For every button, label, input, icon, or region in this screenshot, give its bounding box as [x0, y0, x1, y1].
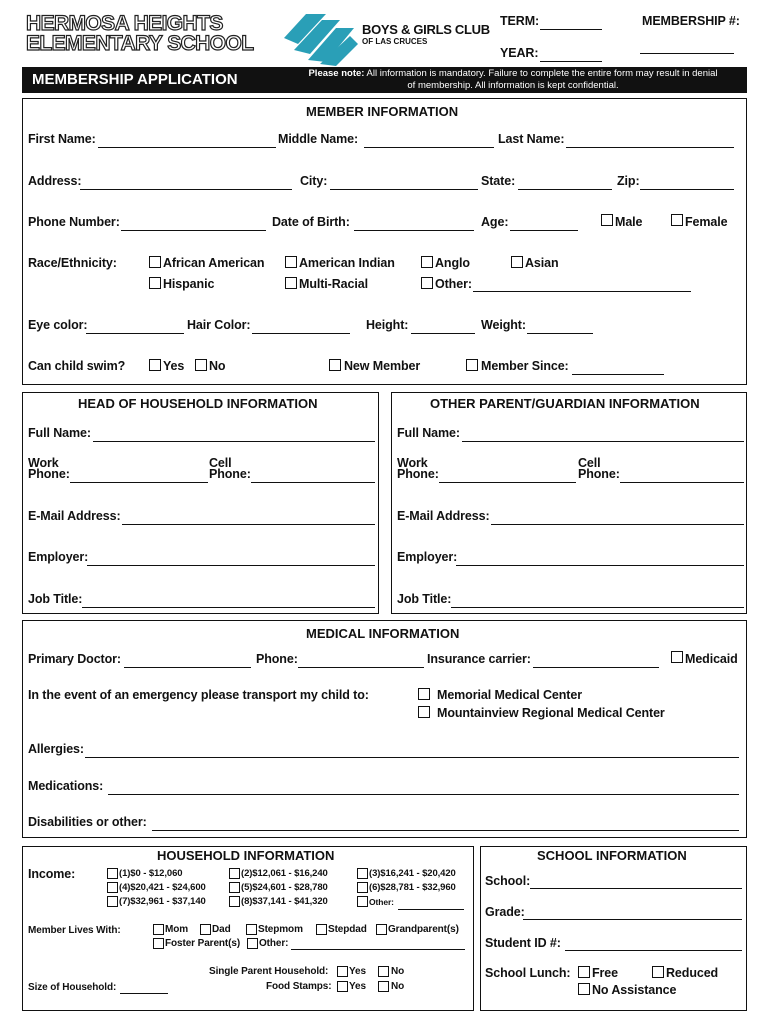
- age-label: Age:: [481, 215, 509, 229]
- food-stamps-yes-label: Yes: [349, 981, 366, 992]
- hoh-email-label: E-Mail Address:: [28, 509, 121, 523]
- lunch-no-assistance-label: No Assistance: [592, 983, 677, 997]
- primary-doctor-field[interactable]: [124, 656, 251, 668]
- single-parent-no-label: No: [391, 966, 405, 977]
- member-info-title: MEMBER INFORMATION: [306, 104, 459, 119]
- stepmom-label: Stepmom: [258, 924, 303, 935]
- food-stamps-yes-checkbox[interactable]: [337, 981, 348, 992]
- middle-name-label: Middle Name:: [278, 132, 359, 146]
- city-field[interactable]: [330, 178, 478, 190]
- last-name-label: Last Name:: [498, 132, 565, 146]
- school-info-title: SCHOOL INFORMATION: [537, 848, 687, 863]
- phone-number-label: Phone Number:: [28, 215, 120, 229]
- hoh-work-phone-field[interactable]: [70, 471, 208, 483]
- grade-field[interactable]: [523, 908, 742, 920]
- anglo-checkbox[interactable]: [421, 256, 433, 268]
- african-american-label: African American: [163, 256, 265, 270]
- member-since-label: Member Since:: [481, 359, 569, 373]
- insurance-carrier-field[interactable]: [533, 656, 659, 668]
- swim-yes-label: Yes: [163, 359, 185, 373]
- household-size-field[interactable]: [120, 982, 168, 994]
- hoh-full-name-label: Full Name:: [28, 426, 91, 440]
- foster-parents-label: Foster Parent(s): [165, 938, 241, 949]
- membership-number-label: MEMBERSHIP #:: [642, 14, 740, 28]
- lunch-reduced-checkbox[interactable]: [652, 966, 664, 978]
- og-work-phone-field[interactable]: [439, 471, 576, 483]
- og-cell-phone-field[interactable]: [620, 471, 744, 483]
- asian-checkbox[interactable]: [511, 256, 523, 268]
- state-label: State:: [481, 174, 516, 188]
- term-field[interactable]: [540, 18, 602, 30]
- disabilities-label: Disabilities or other:: [28, 815, 147, 829]
- food-stamps-label: Food Stamps:: [266, 981, 332, 992]
- phone-number-field[interactable]: [121, 219, 266, 231]
- income-8-checkbox[interactable]: [229, 896, 240, 907]
- first-name-label: First Name:: [28, 132, 96, 146]
- head-of-household-title: HEAD OF HOUSEHOLD INFORMATION: [78, 396, 318, 411]
- household-info-title: HOUSEHOLD INFORMATION: [157, 848, 335, 863]
- income-1-checkbox[interactable]: [107, 868, 118, 879]
- swim-no-checkbox[interactable]: [195, 359, 207, 371]
- hoh-email-field[interactable]: [122, 513, 375, 525]
- dad-label: Dad: [212, 924, 231, 935]
- income-2-label: (2)$12,061 - $16,240: [241, 868, 328, 879]
- hispanic-label: Hispanic: [163, 277, 215, 291]
- grade-label: Grade:: [485, 905, 525, 919]
- mountainview-medical-checkbox[interactable]: [418, 706, 430, 718]
- eye-color-field[interactable]: [86, 322, 184, 334]
- membership-number-field[interactable]: [640, 42, 734, 54]
- african-american-checkbox[interactable]: [149, 256, 161, 268]
- swim-no-label: No: [209, 359, 226, 373]
- year-field[interactable]: [540, 50, 602, 62]
- lives-other-field[interactable]: [291, 938, 465, 950]
- insurance-carrier-label: Insurance carrier:: [427, 652, 531, 666]
- food-stamps-no-checkbox[interactable]: [378, 981, 389, 992]
- dad-checkbox[interactable]: [200, 924, 211, 935]
- banner-title: MEMBERSHIP APPLICATION: [32, 71, 238, 88]
- student-id-field[interactable]: [565, 939, 742, 951]
- boys-girls-club-logo-icon: [280, 10, 360, 66]
- income-other-label: Other:: [369, 897, 394, 907]
- disabilities-field[interactable]: [152, 819, 739, 831]
- allergies-field[interactable]: [85, 746, 739, 758]
- other-guardian-title: OTHER PARENT/GUARDIAN INFORMATION: [430, 396, 700, 411]
- hair-color-field[interactable]: [252, 322, 350, 334]
- american-indian-checkbox[interactable]: [285, 256, 297, 268]
- member-since-checkbox[interactable]: [466, 359, 478, 371]
- income-8-label: (8)$37,141 - $41,320: [241, 896, 328, 907]
- notice-text: [282, 68, 744, 92]
- other-race-field[interactable]: [473, 280, 691, 292]
- notice-body-2: of membership. All information is kept confidential.: [407, 80, 619, 91]
- school-field[interactable]: [530, 877, 742, 889]
- mom-checkbox[interactable]: [153, 924, 164, 935]
- og-work-label: Work: [397, 456, 428, 470]
- og-cell-phone-label: Phone:: [578, 467, 620, 481]
- lives-with-label: Member Lives With:: [28, 925, 121, 936]
- income-4-checkbox[interactable]: [107, 882, 118, 893]
- notice-body: All information is mandatory. Failure to complete the entire form may result in denial: [364, 68, 718, 79]
- zip-label: Zip:: [617, 174, 640, 188]
- first-name-field[interactable]: [98, 136, 276, 148]
- term-label: TERM:: [500, 14, 540, 28]
- og-email-field[interactable]: [491, 513, 744, 525]
- doctor-phone-label: Phone:: [256, 652, 298, 666]
- og-employer-field[interactable]: [456, 554, 744, 566]
- lives-other-label: Other:: [259, 938, 289, 949]
- address-label: Address:: [28, 174, 82, 188]
- doctor-phone-field[interactable]: [298, 656, 424, 668]
- og-work-phone-label: Phone:: [397, 467, 439, 481]
- single-parent-yes-label: Yes: [349, 966, 366, 977]
- income-7-checkbox[interactable]: [107, 896, 118, 907]
- female-label: Female: [685, 215, 728, 229]
- allergies-label: Allergies:: [28, 742, 84, 756]
- mom-label: Mom: [165, 924, 189, 935]
- lunch-free-label: Free: [592, 966, 619, 980]
- primary-doctor-label: Primary Doctor:: [28, 652, 121, 666]
- foster-parents-checkbox[interactable]: [153, 938, 164, 949]
- income-label: Income:: [28, 867, 76, 881]
- multi-racial-label: Multi-Racial: [299, 277, 368, 291]
- og-employer-label: Employer:: [397, 550, 458, 564]
- medicaid-label: Medicaid: [685, 652, 738, 666]
- hoh-employer-field[interactable]: [87, 554, 375, 566]
- memorial-medical-label: Memorial Medical Center: [437, 688, 582, 702]
- income-6-checkbox[interactable]: [357, 882, 368, 893]
- hoh-work-phone-label: Phone:: [28, 467, 70, 481]
- hoh-cell-phone-label: Phone:: [209, 467, 251, 481]
- og-job-title-label: Job Title:: [397, 592, 452, 606]
- hoh-employer-label: Employer:: [28, 550, 89, 564]
- state-field[interactable]: [518, 178, 612, 190]
- og-cell-label: Cell: [578, 456, 601, 470]
- lunch-reduced-label: Reduced: [666, 966, 719, 980]
- hoh-full-name-field[interactable]: [93, 430, 375, 442]
- medical-info-title: MEDICAL INFORMATION: [306, 626, 460, 641]
- school-lunch-label: School Lunch:: [485, 966, 571, 980]
- hoh-work-label: Work: [28, 456, 59, 470]
- hoh-cell-label: Cell: [209, 456, 232, 470]
- hoh-job-title-field[interactable]: [82, 596, 375, 608]
- medicaid-checkbox[interactable]: [671, 651, 683, 663]
- notice-bold: Please note:: [308, 68, 365, 79]
- og-email-label: E-Mail Address:: [397, 509, 490, 523]
- single-parent-label: Single Parent Household:: [209, 966, 329, 977]
- lunch-free-checkbox[interactable]: [578, 966, 590, 978]
- income-2-checkbox[interactable]: [229, 868, 240, 879]
- grandparents-label: Grandparent(s): [388, 924, 459, 935]
- hispanic-checkbox[interactable]: [149, 277, 161, 289]
- year-label: YEAR:: [500, 46, 539, 60]
- emergency-transport-label: In the event of an emergency please transport my child to:: [28, 688, 369, 702]
- og-full-name-field[interactable]: [462, 430, 744, 442]
- single-parent-no-checkbox[interactable]: [378, 966, 389, 977]
- income-3-label: (3)$16,241 - $20,420: [369, 868, 456, 879]
- new-member-checkbox[interactable]: [329, 359, 341, 371]
- city-label: City:: [300, 174, 328, 188]
- income-3-checkbox[interactable]: [357, 868, 368, 879]
- female-checkbox[interactable]: [671, 214, 683, 226]
- male-label: Male: [615, 215, 643, 229]
- club-name: BOYS & GIRLS CLUB: [362, 22, 490, 37]
- member-since-field[interactable]: [572, 363, 664, 375]
- american-indian-label: American Indian: [299, 256, 395, 270]
- mountainview-medical-label: Mountainview Regional Medical Center: [437, 706, 665, 720]
- og-full-name-label: Full Name:: [397, 426, 460, 440]
- income-1-label: (1)$0 - $12,060: [119, 868, 183, 879]
- medications-label: Medications:: [28, 779, 104, 793]
- hoh-job-title-label: Job Title:: [28, 592, 83, 606]
- stepdad-checkbox[interactable]: [316, 924, 327, 935]
- school-name-line1: HERMOSA HEIGHTS: [26, 12, 223, 35]
- income-5-label: (5)$24,601 - $28,780: [241, 882, 328, 893]
- household-size-label: Size of Household:: [28, 982, 117, 993]
- medical-info-section: [22, 620, 747, 838]
- lives-other-checkbox[interactable]: [247, 938, 258, 949]
- dob-field[interactable]: [354, 219, 474, 231]
- grandparents-checkbox[interactable]: [376, 924, 387, 935]
- multi-racial-checkbox[interactable]: [285, 277, 297, 289]
- zip-field[interactable]: [640, 178, 734, 190]
- school-label: School:: [485, 874, 531, 888]
- food-stamps-no-label: No: [391, 981, 405, 992]
- income-other-field[interactable]: [398, 898, 464, 910]
- height-label: Height:: [366, 318, 409, 332]
- height-field[interactable]: [411, 322, 475, 334]
- income-other-checkbox[interactable]: [357, 896, 368, 907]
- other-race-label: Other:: [435, 277, 472, 291]
- last-name-field[interactable]: [566, 136, 734, 148]
- og-job-title-field[interactable]: [451, 596, 744, 608]
- swim-yes-checkbox[interactable]: [149, 359, 161, 371]
- income-6-label: (6)$28,781 - $32,960: [369, 882, 456, 893]
- anglo-label: Anglo: [435, 256, 470, 270]
- new-member-label: New Member: [344, 359, 421, 373]
- stepdad-label: Stepdad: [328, 924, 367, 935]
- swim-label: Can child swim?: [28, 359, 126, 373]
- asian-label: Asian: [525, 256, 559, 270]
- eye-color-label: Eye color:: [28, 318, 88, 332]
- dob-label: Date of Birth:: [272, 215, 350, 229]
- age-field[interactable]: [510, 219, 578, 231]
- address-field[interactable]: [80, 178, 292, 190]
- stepmom-checkbox[interactable]: [246, 924, 257, 935]
- school-name-line2: ELEMENTARY SCHOOL: [26, 32, 254, 55]
- race-label: Race/Ethnicity:: [28, 256, 117, 270]
- memorial-medical-checkbox[interactable]: [418, 688, 430, 700]
- other-race-checkbox[interactable]: [421, 277, 433, 289]
- middle-name-field[interactable]: [364, 136, 494, 148]
- student-id-label: Student ID #:: [485, 936, 561, 950]
- hair-color-label: Hair Color:: [187, 318, 251, 332]
- income-5-checkbox[interactable]: [229, 882, 240, 893]
- medications-field[interactable]: [108, 783, 739, 795]
- single-parent-yes-checkbox[interactable]: [337, 966, 348, 977]
- income-4-label: (4)$20,421 - $24,600: [119, 882, 206, 893]
- weight-field[interactable]: [527, 322, 593, 334]
- weight-label: Weight:: [481, 318, 526, 332]
- lunch-no-assistance-checkbox[interactable]: [578, 983, 590, 995]
- club-subname: OF LAS CRUCES: [362, 37, 428, 46]
- male-checkbox[interactable]: [601, 214, 613, 226]
- hoh-cell-phone-field[interactable]: [251, 471, 375, 483]
- income-7-label: (7)$32,961 - $37,140: [119, 896, 206, 907]
